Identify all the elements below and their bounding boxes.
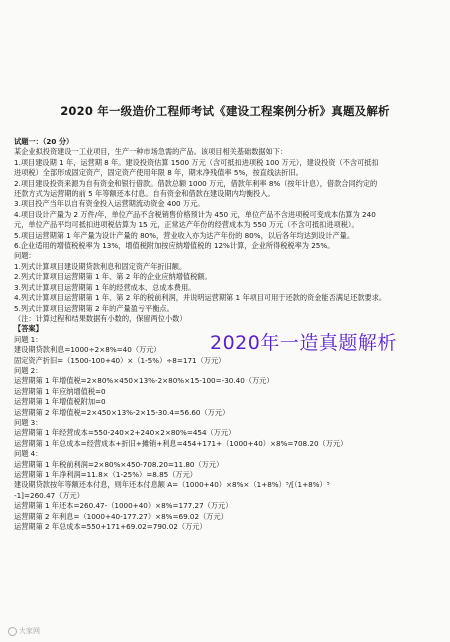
logo-icon	[8, 627, 17, 636]
question-line: 4.列式计算项目运营期第 1 年、第 2 年的税前利润，并说明运营期第 1 年项目可用于还款的资金能否满足还款要求。	[14, 293, 387, 303]
question-line: 某企业拟投资建设一工业项目，生产一种市场急需的产品。该项目相关基础数据如下：	[14, 147, 288, 157]
answer-line: 建设期贷款按年等额还本付息，则年还本付息额 A=（1000+40）×8%×（1+8%）⁵/[（1+8%）⁵	[14, 480, 330, 490]
question-line: 5.列式计算项目运营期第 2 年的产量盈亏平衡点。	[14, 303, 174, 313]
answer-line: 运营期第 1 年净利润=11.8×（1-25%）=8.85（万元）	[14, 470, 197, 479]
logo-text: 大家网	[19, 627, 40, 635]
question-line: 1.项目建设期 1 年，运营期 8 年。建设投资估算 1500 万元（含可抵扣进项税 100 万元），建设投资（不含可抵扣	[14, 157, 379, 167]
document-title: 2020 年一级造价工程师考试《建设工程案例分析》真题及解析	[60, 104, 390, 118]
question-text	[14, 147, 440, 324]
answer-line: 固定资产折旧=（1500-100+40）×（1-5%）÷8=171（万元）	[14, 355, 226, 365]
answer-line: 建设期贷款利息=1000÷2×8%=40（万元）	[14, 345, 161, 355]
question-line: 2.项目建设投资来源为自有资金和银行借款。借款总额 1000 万元，借款年利率 8%（按年计息），借款合同约定的	[14, 178, 378, 188]
question-line: 3.列式计算项目运营期第 1 年的经营成本、总成本费用。	[14, 282, 196, 292]
question-line: 4.项目设计产量为 2 万件/年，单位产品不含税销售价格预计为 450 元，单位产品不含进项税可变成本估算为 240	[14, 209, 376, 219]
answer-line: 运营期第 1 年税前利润=2×80%×450-708.20=11.80（万元）	[14, 459, 224, 469]
question-line: 6.企业适用的增值税税率为 13%，增值税附加按应纳增值税的 12%计算，企业所得税税率为 25%。	[14, 241, 335, 251]
question-heading: 试题一：（20 分）	[14, 137, 74, 146]
watermark-caption: 2020年一造真题解析	[210, 332, 397, 354]
answer-line: 运营期第 1 年增值税=2×80%×450×13%-2×80%×15-100=-30.40（万元）	[14, 376, 274, 386]
answer-line: 运营期第 1 年总成本=经营成本+折旧+摊销+利息=454+171+（1000+40）×8%=708.20（万元）	[14, 438, 348, 448]
answer-line: 运营期第 1 年还本=260.47-（1000+40）×8%=177.27（万元）	[14, 501, 233, 511]
question-line: 进项税）全部形成固定资产，固定资产使用年限 8 年，期末净残值率 5%，按直线法折旧。	[14, 168, 303, 178]
question-line: 还款方式为运营期的前 5 年等额还本付息。自有资金和借款在建设期内均衡投入。	[14, 189, 275, 199]
answer-line: 运营期第 2 年总成本=550+171+69.02=790.02（万元）	[14, 522, 207, 532]
answer-text	[14, 335, 440, 533]
question-line: 3.项目投产当年以自有资金投入运营期流动资金 400 万元。	[14, 199, 205, 209]
answer-line: 问题 3：	[14, 417, 43, 427]
answer-line: 运营期第 1 年增值税附加=0	[14, 397, 106, 407]
question-line: 5.项目运营期第 1 年产量为设计产量的 80%，营业收入亦为达产年份的 80%，以后各年均达到设计产量。	[14, 230, 355, 240]
question-line: 2.列式计算项目运营期第 1 年、第 2 年的企业应纳增值税额。	[14, 272, 212, 282]
answer-line: 运营期第 2 年利息=（1000+40-177.27）×8%=69.02（万元）	[14, 511, 228, 521]
question-line: 1.列式计算项目建设期贷款利息和固定资产年折旧额。	[14, 261, 187, 271]
answer-line: 问题 1：	[14, 334, 43, 344]
site-logo	[8, 626, 40, 636]
answer-line: 问题 2：	[14, 365, 43, 375]
answer-line: 运营期第 1 年应纳增值税=0	[14, 386, 106, 396]
question-line: （注：计算过程和结果数据有小数的，保留两位小数）	[14, 313, 187, 323]
answer-line: 运营期第 1 年经营成本=550-240×2+240×2×80%=454（万元）	[14, 428, 236, 438]
question-line: 问题：	[14, 251, 36, 261]
answer-line: -1]=260.47（万元）	[14, 490, 84, 500]
answer-line: 运营期第 2 年增值税=2×450×13%-2×15-30.4=56.60（万元）	[14, 407, 230, 417]
answer-heading: 【答案】	[14, 324, 43, 334]
answer-line: 问题 4：	[14, 449, 43, 459]
question-line: 元，单位产品平均可抵扣进项税估算为 15 元，正常达产年份的经营成本为 550 万元（不含可抵扣进项税）。	[14, 220, 359, 230]
